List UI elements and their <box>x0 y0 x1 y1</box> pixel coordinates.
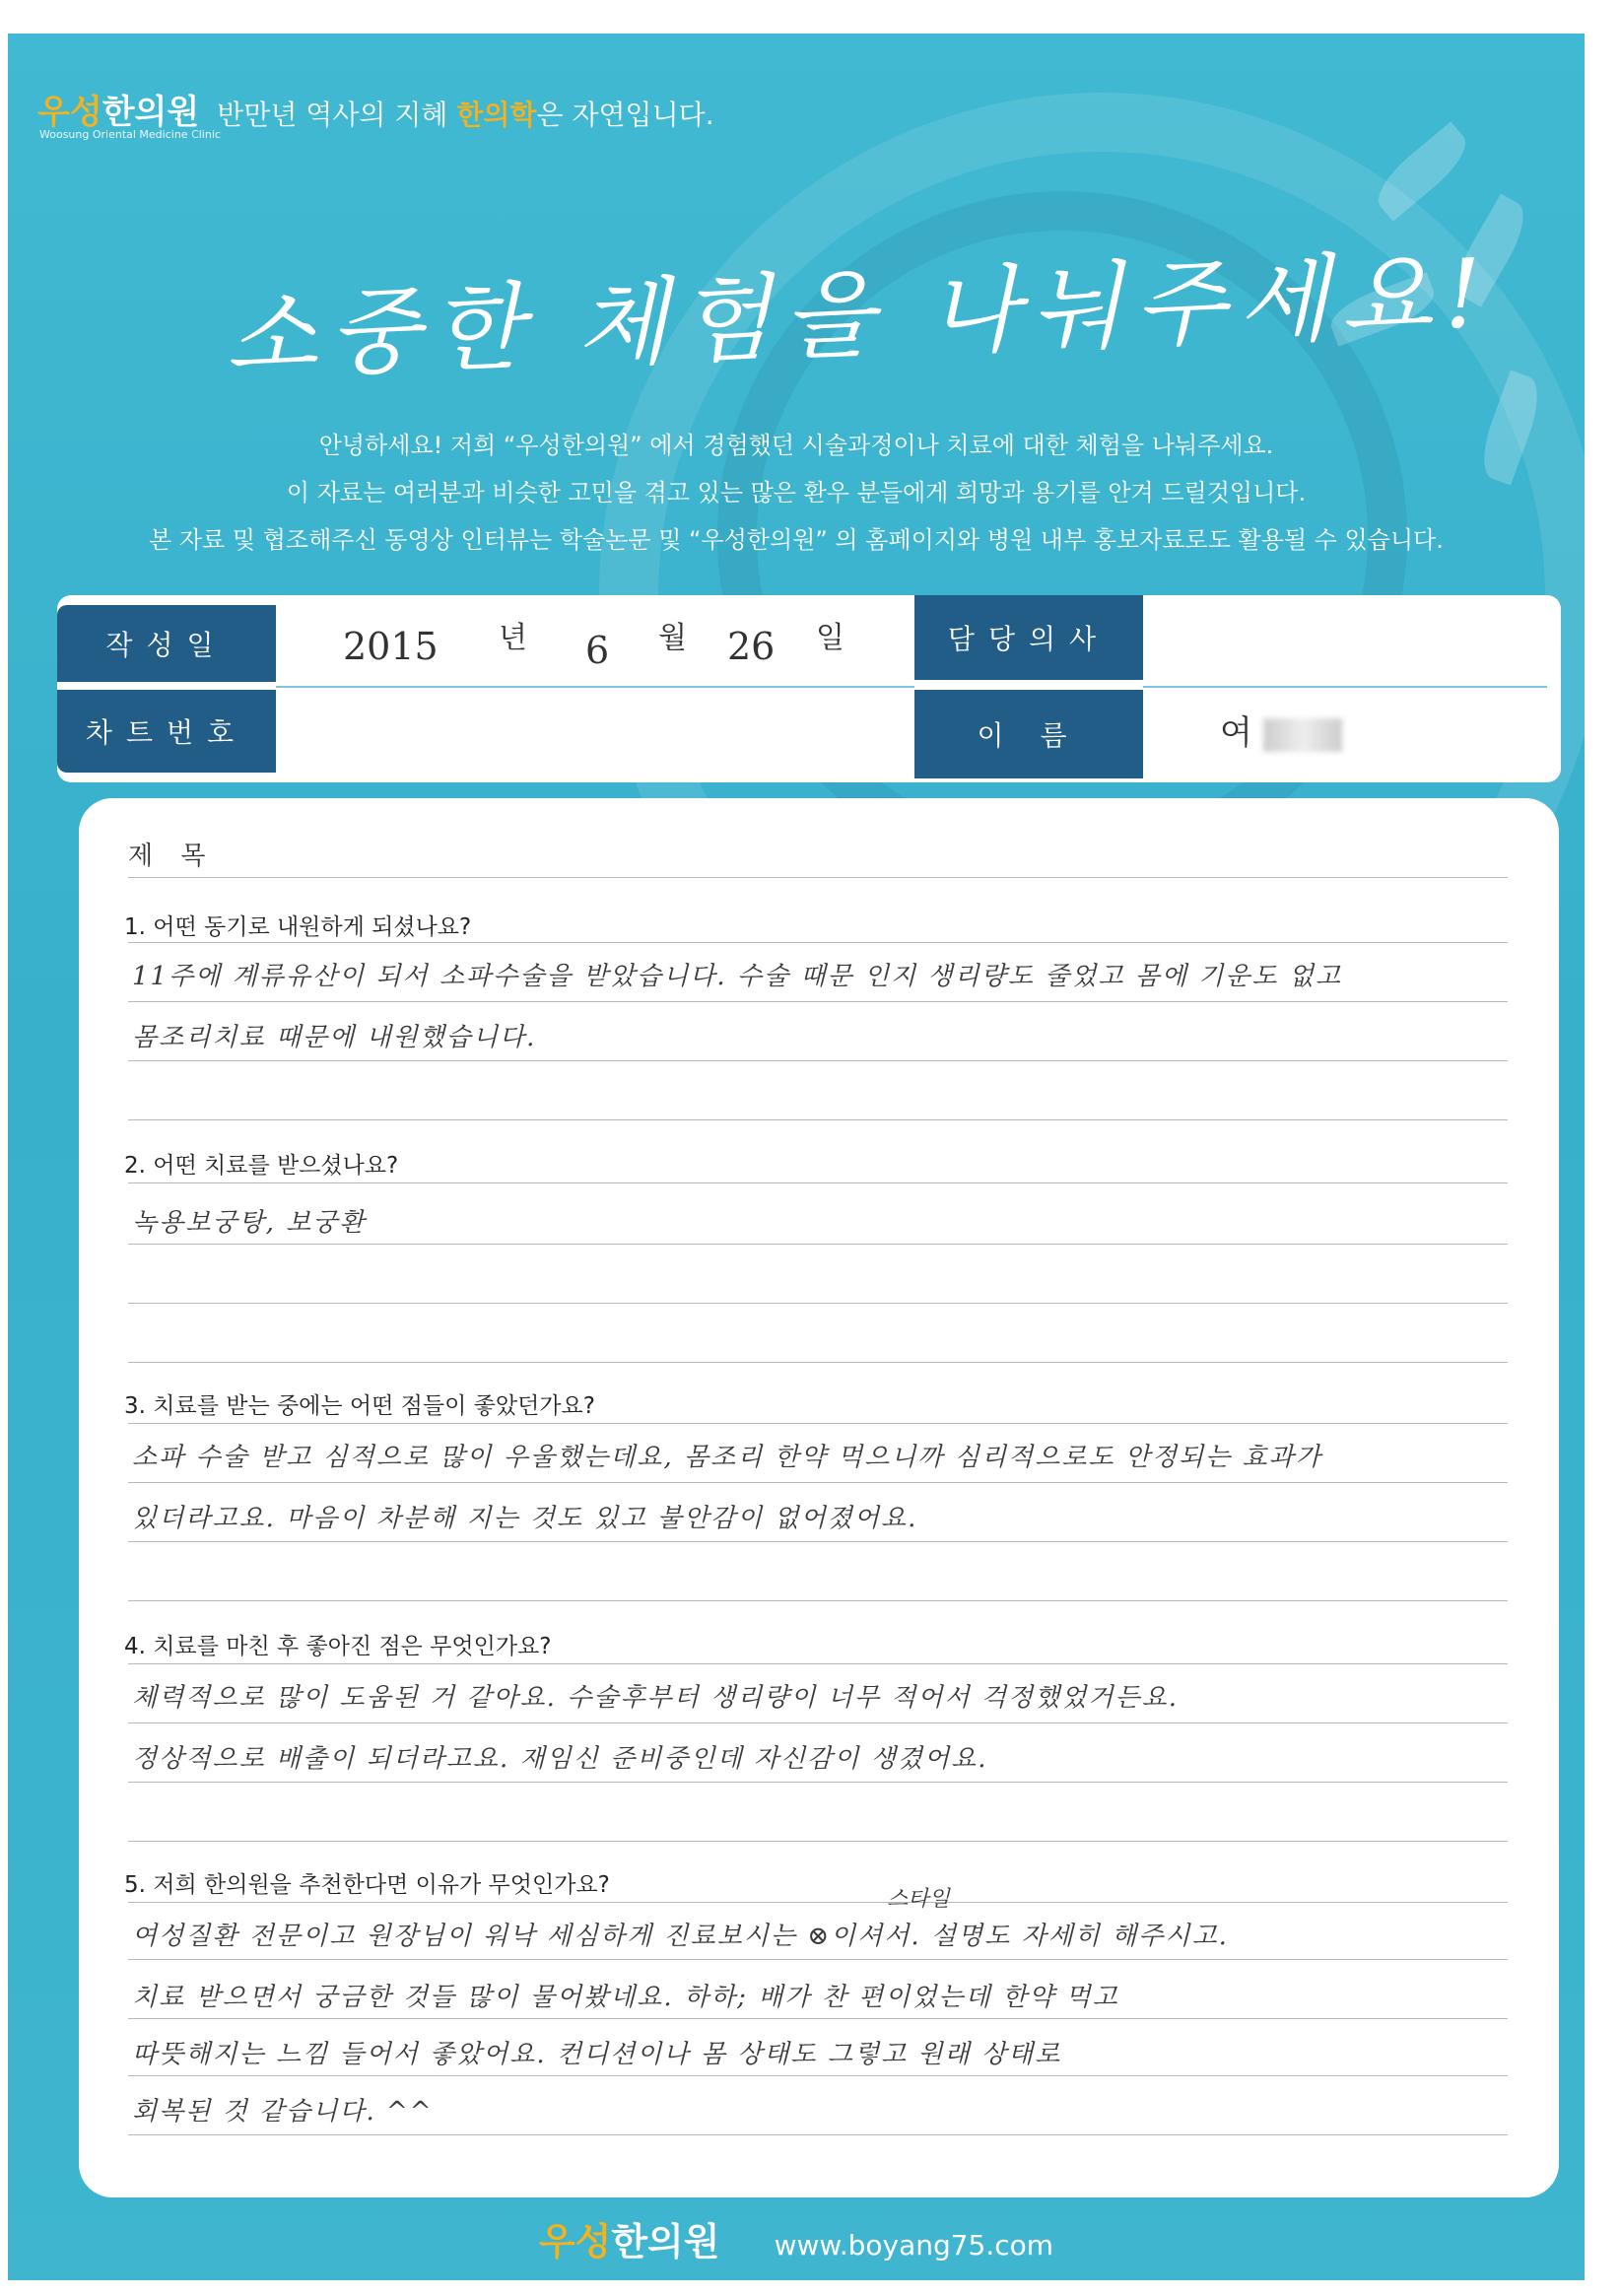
footer <box>8 2211 1585 2265</box>
name-label: 이 름 <box>914 690 1143 778</box>
answer-4-line-1: 체력적으로 많이 도움된 거 같아요. 수술후부터 생리량이 너무 적어서 걱정했었거든요. <box>132 1683 1179 1713</box>
header <box>37 85 714 133</box>
question-5: 5. 저희 한의원을 추천한다면 이유가 무엇인가요? <box>124 1872 610 1898</box>
rule-line <box>128 1244 1508 1245</box>
clinic-logo: 우성한의원 <box>37 93 200 132</box>
rule-line <box>128 1119 1508 1120</box>
answer-5-line-2: 치료 받으면서 궁금한 것들 많이 물어봤네요. 하하; 배가 찬 편이었는데 한약 먹고 <box>132 1983 1119 2012</box>
rule-line <box>128 1959 1508 1960</box>
rule-line <box>128 1060 1508 1061</box>
intro-line-1: 안녕하세요! 저희 “우성한의원” 에서 경험했던 시술과정이나 치료에 대한 체험을 나눠주세요. <box>318 432 1274 459</box>
year-value[interactable]: 2015 <box>343 625 439 668</box>
rule-line <box>128 1541 1508 1542</box>
answer-2-line-1: 녹용보궁탕, 보궁환 <box>132 1208 367 1238</box>
answer-3-line-1: 소파 수술 받고 심적으로 많이 우울했는데요, 몸조리 한약 먹으니까 심리적으로도 안정되는 효과가 <box>132 1443 1322 1472</box>
question-3: 3. 치료를 받는 중에는 어떤 점들이 좋았던가요? <box>124 1393 595 1419</box>
rule-line <box>128 1722 1508 1723</box>
answer-5-line-1: 여성질환 전문이고 원장님이 워낙 세심하게 진료보시는 ⊗이셔서. 설명도 자세히 해주시고. <box>132 1922 1229 1951</box>
intro-line-2: 이 자료는 여러분과 비슷한 고민을 겪고 있는 많은 환우 분들에게 희망과 용기를 안겨 드릴것입니다. <box>286 479 1307 506</box>
subject-label: 제 목 <box>128 842 216 871</box>
chart-number-label: 차트번호 <box>57 690 276 773</box>
rule-line <box>128 1600 1508 1601</box>
rule-line <box>128 1303 1508 1304</box>
intro-line-3: 본 자료 및 협조해주신 동영상 인터뷰는 학술논문 및 “우성한의원” 의 홈페이지와 병원 내부 홍보자료로도 활용될 수 있습니다. <box>149 526 1444 554</box>
answer-5-line-3: 따뜻해지는 느낌 들어서 좋았어요. 컨디션이나 몸 상태도 그렇고 원래 상태로 <box>132 2040 1062 2069</box>
question-2: 2. 어떤 치료를 받으셨나요? <box>124 1153 399 1179</box>
name-redaction <box>1263 718 1342 752</box>
rule-line <box>128 2075 1508 2076</box>
answer-5-line-4: 회복된 것 같습니다. ^^ <box>132 2097 434 2127</box>
leaf-decoration <box>1368 121 1476 221</box>
rule-line <box>128 1663 1508 1664</box>
name-visible-part: 여 <box>1220 713 1252 753</box>
day-unit: 일 <box>816 621 844 655</box>
rule-line <box>128 1182 1508 1183</box>
date-label: 작성일 <box>57 605 276 682</box>
rule-line <box>128 1482 1508 1483</box>
slogan: 반만년 역사의 지혜 한의학은 자연입니다. <box>217 99 714 131</box>
month-unit: 월 <box>658 621 687 655</box>
rule-line <box>128 1362 1508 1363</box>
rule-line <box>128 1841 1508 1842</box>
question-4: 4. 치료를 마친 후 좋아진 점은 무엇인가요? <box>124 1634 552 1659</box>
rule-line <box>128 1001 1508 1002</box>
clinic-english-name: Woosung Oriental Medicine Clinic <box>39 128 221 141</box>
rule-line <box>128 2018 1508 2019</box>
answer-1-line-2: 몸조리치료 때문에 내원했습니다. <box>132 1023 537 1052</box>
rule-line <box>128 1423 1508 1424</box>
question-1: 1. 어떤 동기로 내원하게 되셨나요? <box>124 914 472 940</box>
answer-3-line-2: 있더라고요. 마음이 차분해 지는 것도 있고 불안감이 없어졌어요. <box>132 1504 918 1533</box>
year-unit: 년 <box>499 621 527 655</box>
doctor-label: 담당의사 <box>914 595 1143 680</box>
rule-line <box>128 877 1508 878</box>
page-title: 소중한 체험을 나눠주세요! <box>223 237 1496 393</box>
row-divider <box>276 686 914 688</box>
answer-5-insertion: 스타일 <box>887 1887 950 1912</box>
footer-logo: 우성한의원 <box>538 2219 720 2263</box>
survey-panel <box>79 798 1559 2197</box>
rule-line <box>128 1902 1508 1903</box>
website-link[interactable]: www.boyang75.com <box>774 2229 1054 2262</box>
answer-1-line-1: 11주에 계류유산이 되서 소파수술을 받았습니다. 수술 때문 인지 생리량도 줄었고 몸에 기운도 없고 <box>132 962 1343 991</box>
rule-line <box>128 1782 1508 1783</box>
row-divider <box>1143 686 1547 688</box>
info-table <box>57 595 1561 782</box>
rule-line <box>128 2134 1508 2135</box>
form-sheet <box>8 34 1585 2280</box>
month-value[interactable]: 6 <box>585 629 610 672</box>
patient-name[interactable] <box>1220 706 1342 754</box>
day-value[interactable]: 26 <box>727 625 776 668</box>
rule-line <box>128 942 1508 943</box>
answer-4-line-2: 정상적으로 배출이 되더라고요. 재임신 준비중인데 자신감이 생겼어요. <box>132 1744 988 1774</box>
